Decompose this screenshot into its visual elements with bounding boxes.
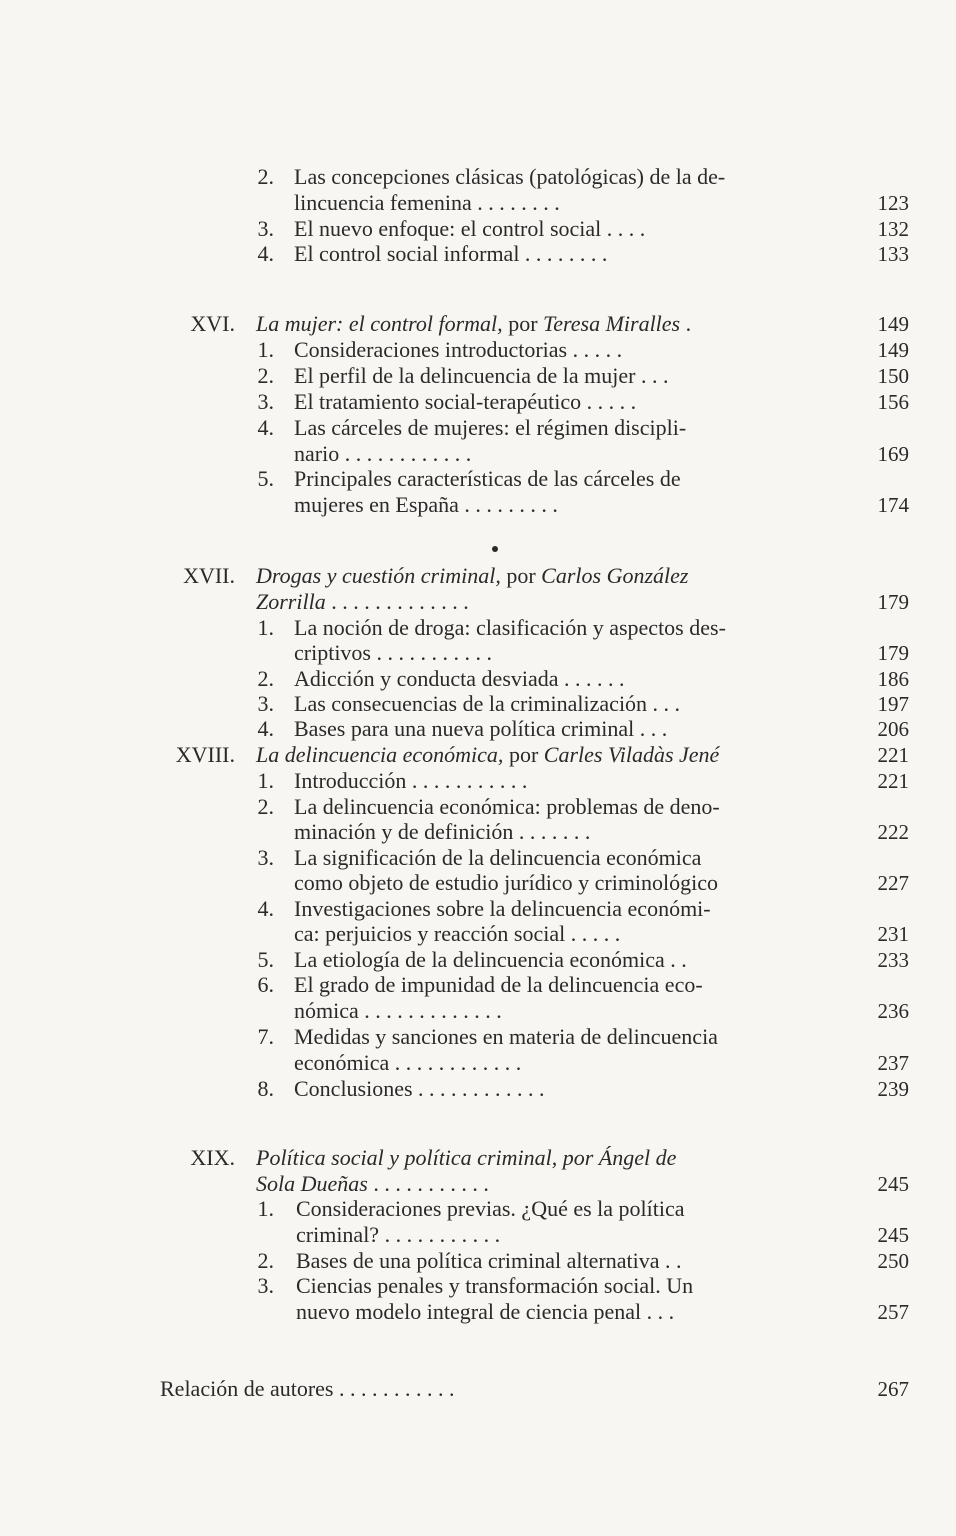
entry-number: 3. [257, 1273, 274, 1298]
chapter-author: Carlos González [541, 563, 689, 588]
entry-title: La significación de la delincuencia económica [294, 845, 702, 870]
page-number: 197 [877, 692, 909, 716]
page-number: 245 [877, 1223, 909, 1247]
chapter-author: Zorrilla [256, 589, 326, 614]
entry-title: La etiología de la delincuencia económica . . [294, 947, 687, 972]
entry-title: ca: perjuicios y reacción social . . . . . [294, 921, 621, 946]
entry-number: 3. [257, 691, 274, 716]
entry-title: Adicción y conducta desviada . . . . . . [294, 666, 625, 691]
entry-number: 2. [257, 164, 274, 189]
page-number: 133 [877, 242, 909, 266]
entry-title: Introducción . . . . . . . . . . . [294, 768, 528, 793]
entry-title: como objeto de estudio jurídico y criminológico [294, 870, 719, 895]
page-number: 123 [877, 191, 909, 215]
page-number: 267 [877, 1377, 909, 1401]
page-number: 236 [877, 999, 909, 1023]
page-number: 250 [877, 1249, 909, 1273]
page-number: 245 [877, 1172, 909, 1196]
leader-dots: . . . . . . . . . . . . . [325, 589, 469, 614]
entry-title: económica . . . . . . . . . . . . [294, 1050, 522, 1075]
entry-number: 2. [257, 1248, 274, 1273]
page-number: 206 [877, 717, 909, 741]
entry-number: 3. [257, 845, 274, 870]
entry-title: Investigaciones sobre la delincuencia económi- [294, 896, 711, 921]
entry-title: mujeres en España . . . . . . . . . [294, 492, 558, 517]
entry-title: lincuencia femenina . . . . . . . . [294, 190, 560, 215]
entry-number: 3. [257, 389, 274, 414]
page-number: 169 [877, 442, 909, 466]
page-number: 221 [877, 743, 909, 767]
page-number: 237 [877, 1051, 909, 1075]
ink-dot [492, 546, 498, 552]
entry-title: nuevo modelo integral de ciencia penal . . . [296, 1299, 675, 1324]
entry-number: 7. [257, 1024, 274, 1049]
page-number: 179 [877, 641, 909, 665]
entry-title: Medidas y sanciones en materia de delincuencia [294, 1024, 718, 1049]
chapter-by: por [508, 742, 539, 767]
chapter-by: por [562, 1145, 594, 1170]
entry-number: 2. [257, 363, 274, 388]
entry-number: 4. [257, 415, 274, 440]
entry-number: 5. [257, 466, 274, 491]
chapter-title: La mujer: el control formal, [256, 311, 503, 336]
chapter-title: Política social y política criminal, [256, 1145, 558, 1170]
chapter-by: por [508, 311, 538, 336]
entry-title: Ciencias penales y transformación social. Un [296, 1273, 694, 1298]
page-number: 149 [877, 312, 909, 336]
chapter-number: XVIII. [175, 742, 235, 767]
entry-number: 2. [257, 794, 274, 819]
page-number: 156 [877, 390, 909, 414]
entry-title: Relación de autores . . . . . . . . . . . [160, 1376, 455, 1401]
page-number: 222 [877, 820, 909, 844]
entry-title: Consideraciones introductorias . . . . . [294, 337, 623, 362]
entry-number: 1. [257, 1196, 274, 1221]
entry-title: El control social informal . . . . . . . . [294, 241, 608, 266]
page-number: 132 [877, 217, 909, 241]
page-number: 233 [877, 948, 909, 972]
chapter-author: Carles Viladàs Jené [543, 742, 720, 767]
entry-title: Las concepciones clásicas (patológicas) de la de- [294, 164, 726, 189]
entry-title: El perfil de la delincuencia de la mujer . . . [294, 363, 669, 388]
entry-title: El grado de impunidad de la delincuencia eco- [294, 972, 703, 997]
entry-title: Las consecuencias de la criminalización . . . [294, 691, 681, 716]
entry-number: 6. [257, 972, 274, 997]
entry-number: 4. [257, 716, 274, 741]
entry-number: 4. [257, 896, 274, 921]
entry-title: La noción de droga: clasificación y aspectos des- [294, 615, 726, 640]
entry-title: minación y de definición . . . . . . . [294, 819, 591, 844]
page-number: 227 [877, 871, 909, 895]
entry-title: La delincuencia económica: problemas de deno- [294, 794, 720, 819]
chapter-title: La delincuencia económica, [256, 742, 504, 767]
chapter-author: Teresa Miralles [543, 311, 681, 336]
page-number: 150 [877, 364, 909, 388]
entry-title: nómica . . . . . . . . . . . . . [294, 998, 502, 1023]
entry-title: nario . . . . . . . . . . . . [294, 441, 472, 466]
entry-number: 1. [257, 615, 274, 640]
entry-number: 1. [257, 337, 274, 362]
entry-number: 8. [257, 1076, 274, 1101]
page-number: 231 [877, 922, 909, 946]
chapter-number: XVII. [183, 563, 235, 588]
entry-number: 5. [257, 947, 274, 972]
page-number: 221 [877, 769, 909, 793]
entry-title: Las cárceles de mujeres: el régimen discipli- [294, 415, 687, 440]
leader-dots: . [680, 311, 692, 336]
entry-title: criptivos . . . . . . . . . . . [294, 640, 492, 665]
entry-title: Bases de una política criminal alternativa . . [296, 1248, 682, 1273]
entry-title: Consideraciones previas. ¿Qué es la política [296, 1196, 685, 1221]
entry-title: Conclusiones . . . . . . . . . . . . [294, 1076, 545, 1101]
entry-title: Bases para una nueva política criminal . . . [294, 716, 668, 741]
chapter-author: Ángel de [598, 1145, 677, 1170]
entry-title: Principales características de las cárceles de [294, 466, 681, 491]
entry-title: criminal? . . . . . . . . . . . [296, 1222, 501, 1247]
page-number: 186 [877, 667, 909, 691]
entry-number: 2. [257, 666, 274, 691]
entry-number: 1. [257, 768, 274, 793]
entry-number: 3. [257, 216, 274, 241]
chapter-number: XVI. [190, 311, 235, 336]
entry-title: El nuevo enfoque: el control social . . . . [294, 216, 646, 241]
chapter-author: Sola Dueñas [256, 1171, 368, 1196]
page-number: 179 [877, 590, 909, 614]
page-number: 149 [877, 338, 909, 362]
chapter-by: por [506, 563, 536, 588]
page-number: 239 [877, 1077, 909, 1101]
chapter-title: Drogas y cuestión criminal, [256, 563, 501, 588]
entry-number: 4. [257, 241, 274, 266]
leader-dots: . . . . . . . . . . . [367, 1171, 489, 1196]
chapter-number: XIX. [190, 1145, 235, 1170]
page-number: 257 [877, 1300, 909, 1324]
entry-title: El tratamiento social-terapéutico . . . . . [294, 389, 637, 414]
page-number: 174 [877, 493, 909, 517]
